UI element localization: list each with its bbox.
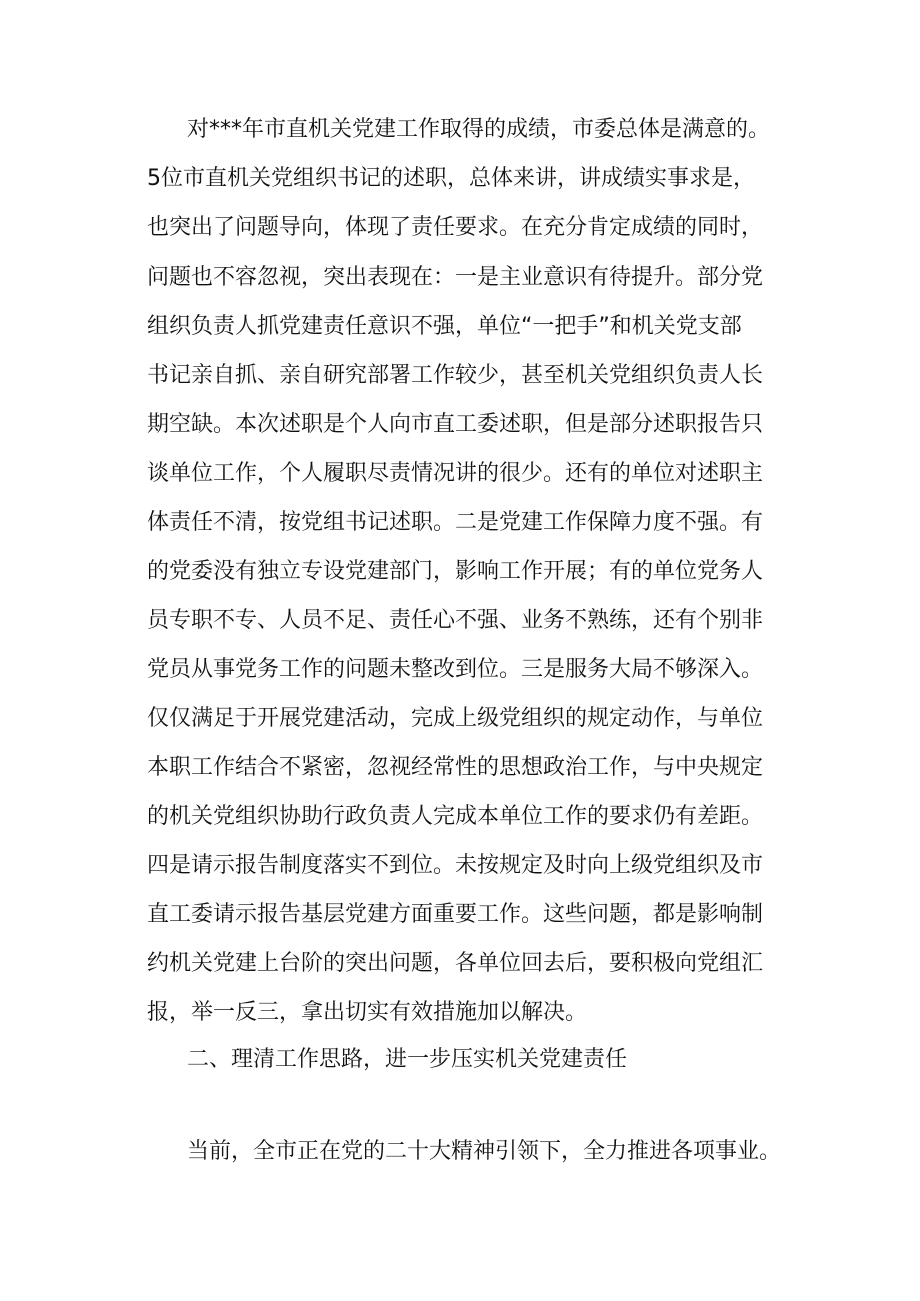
paragraph-line: 报，举一反三，拿出切实有效措施加以解决。: [147, 1000, 588, 1025]
paragraph-line: 当前，全市正在党的二十大精神引领下，全力推进各项事业。: [187, 1139, 782, 1164]
paragraph-line: 问题也不容忽视，突出表现在：一是主业意识有待提升。部分党: [147, 265, 764, 290]
paragraph-line: 四是请示报告制度落实不到位。未按规定及时向上级党组织及市: [147, 853, 764, 878]
paragraph-line: 仅仅满足于开展党建活动，完成上级党组织的规定动作，与单位: [147, 706, 764, 731]
paragraph-line: 体责任不清，按党组书记述职。二是党建工作保障力度不强。有: [147, 510, 764, 535]
paragraph-line: 本职工作结合不紧密，忽视经常性的思想政治工作，与中央规定: [147, 755, 764, 780]
paragraph-line: 也突出了问题导向，体现了责任要求。在充分肯定成绩的同时，: [147, 215, 764, 240]
paragraph-line: 5位市直机关党组织书记的述职，总体来讲，讲成绩实事求是，: [147, 166, 755, 191]
paragraph-line: 期空缺。本次述职是个人向市直工委述职，但是部分述职报告只: [147, 412, 764, 437]
paragraph-line: 员专职不专、人员不足、责任心不强、业务不熟练，还有个别非: [147, 608, 764, 633]
paragraph-line: 谈单位工作，个人履职尽责情况讲的很少。还有的单位对述职主: [147, 461, 764, 486]
section-heading: 二、理清工作思路，进一步压实机关党建责任: [187, 1047, 628, 1072]
paragraph-line: 对***年市直机关党建工作取得的成绩，市委总体是满意的。: [187, 117, 771, 142]
paragraph-line: 书记亲自抓、亲自研究部署工作较少，甚至机关党组织负责人长: [147, 363, 764, 388]
paragraph-line: 的党委没有独立专设党建部门，影响工作开展；有的单位党务人: [147, 559, 764, 584]
paragraph-line: 组织负责人抓党建责任意识不强，单位“一把手”和机关党支部: [147, 314, 742, 339]
paragraph-line: 直工委请示报告基层党建方面重要工作。这些问题，都是影响制: [147, 902, 764, 927]
paragraph-line: 党员从事党务工作的问题未整改到位。三是服务大局不够深入。: [147, 657, 764, 682]
paragraph-line: 约机关党建上台阶的突出问题，各单位回去后，要积极向党组汇: [147, 951, 764, 976]
paragraph-line: 的机关党组织协助行政负责人完成本单位工作的要求仍有差距。: [147, 804, 764, 829]
